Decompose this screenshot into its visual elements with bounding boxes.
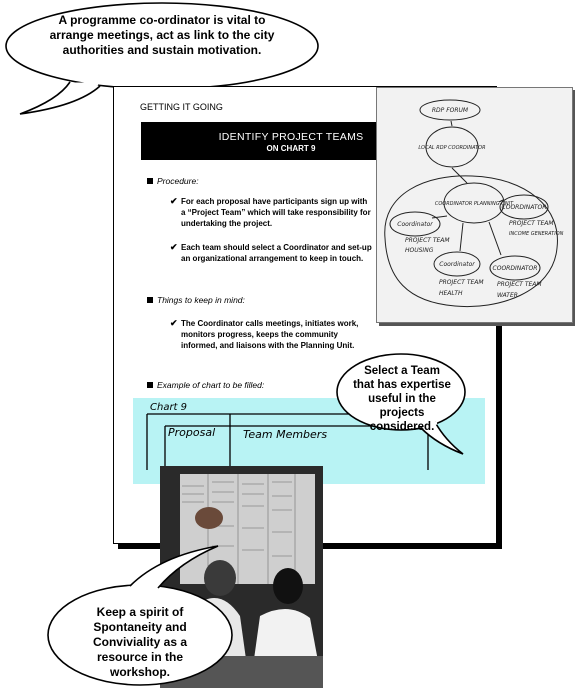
procedure-item-text: For each proposal have participants sign up with a “Project Team” which will take responsibility for undertaking the project. [181, 197, 371, 228]
procedure-item [170, 242, 373, 264]
bubble-right-text: Select a Team that has expertise useful in the projects considered. [353, 365, 451, 433]
page-subtitle: ON CHART 9 [266, 144, 316, 153]
section-label: GETTING IT GOING [140, 102, 223, 112]
bubble-top-text: A programme co-ordinator is vital to arrange meetings, act as link to the city authorities and sustain motivation. [49, 13, 275, 57]
sketch-team-3-sub: PROJECT TEAM [439, 279, 484, 286]
chart-heading [147, 380, 264, 390]
procedure-heading-text: Procedure: [157, 176, 199, 186]
chart-label: Chart 9 [150, 402, 188, 413]
sketch-team-4-topic: WATER [497, 292, 518, 299]
chart-heading-text: Example of chart to be filled: [157, 380, 265, 390]
keep-heading-text: Things to keep in mind: [157, 295, 245, 305]
keep-heading [147, 295, 245, 305]
sketch-team-1-title: Coordinator [397, 221, 433, 228]
keep-item [170, 318, 376, 351]
sketch-local-node: LOCAL RDP COORDINATOR [418, 145, 486, 151]
sketch-team-1-topic: HOUSING [405, 247, 434, 254]
sketch-drawing [377, 88, 572, 322]
chart-col-team-members: Team Members [243, 428, 328, 441]
sketch-planning-node: COORDINATOR PLANNING UNIT [434, 201, 514, 207]
bubble-bottom-text: Keep a spirit of Spontaneity and Conviviality as a resource in the workshop. [92, 605, 188, 679]
square-bullet-icon [147, 297, 153, 303]
sketch-team-4-sub: PROJECT TEAM [497, 281, 542, 288]
procedure-item-text: Each team should select a Coordinator and set-up an organizational arrangement to keep in touch. [181, 243, 372, 263]
page-title: IDENTIFY PROJECT TEAMS [218, 131, 364, 143]
sketch-team-1-sub: PROJECT TEAM [405, 237, 450, 244]
check-icon: ✔ [170, 242, 178, 252]
sketch-team-2-sub: PROJECT TEAM [509, 220, 554, 227]
sketch-team-2-title: COORDINATOR [501, 204, 547, 211]
sketch-team-4-title: COORDINATOR [492, 265, 538, 272]
sketch-team-3-title: Coordinator [439, 261, 475, 268]
sketch-top-node: RDP FORUM [431, 107, 469, 114]
check-icon: ✔ [170, 318, 178, 328]
keep-item-text: The Coordinator calls meetings, initiates work, monitors progress, keeps the community informed, and liaisons with the Planning Unit. [181, 319, 359, 350]
sketch-team-2-topic: INCOME GENERATION [509, 231, 564, 237]
chart-col-proposal: Proposal [168, 426, 216, 439]
procedure-item [170, 196, 373, 229]
sketch-team-3-topic: HEALTH [439, 290, 463, 297]
square-bullet-icon [147, 178, 153, 184]
procedure-heading [147, 176, 199, 186]
check-icon: ✔ [170, 196, 178, 206]
square-bullet-icon [147, 382, 153, 388]
sketch-org-diagram [376, 87, 573, 323]
